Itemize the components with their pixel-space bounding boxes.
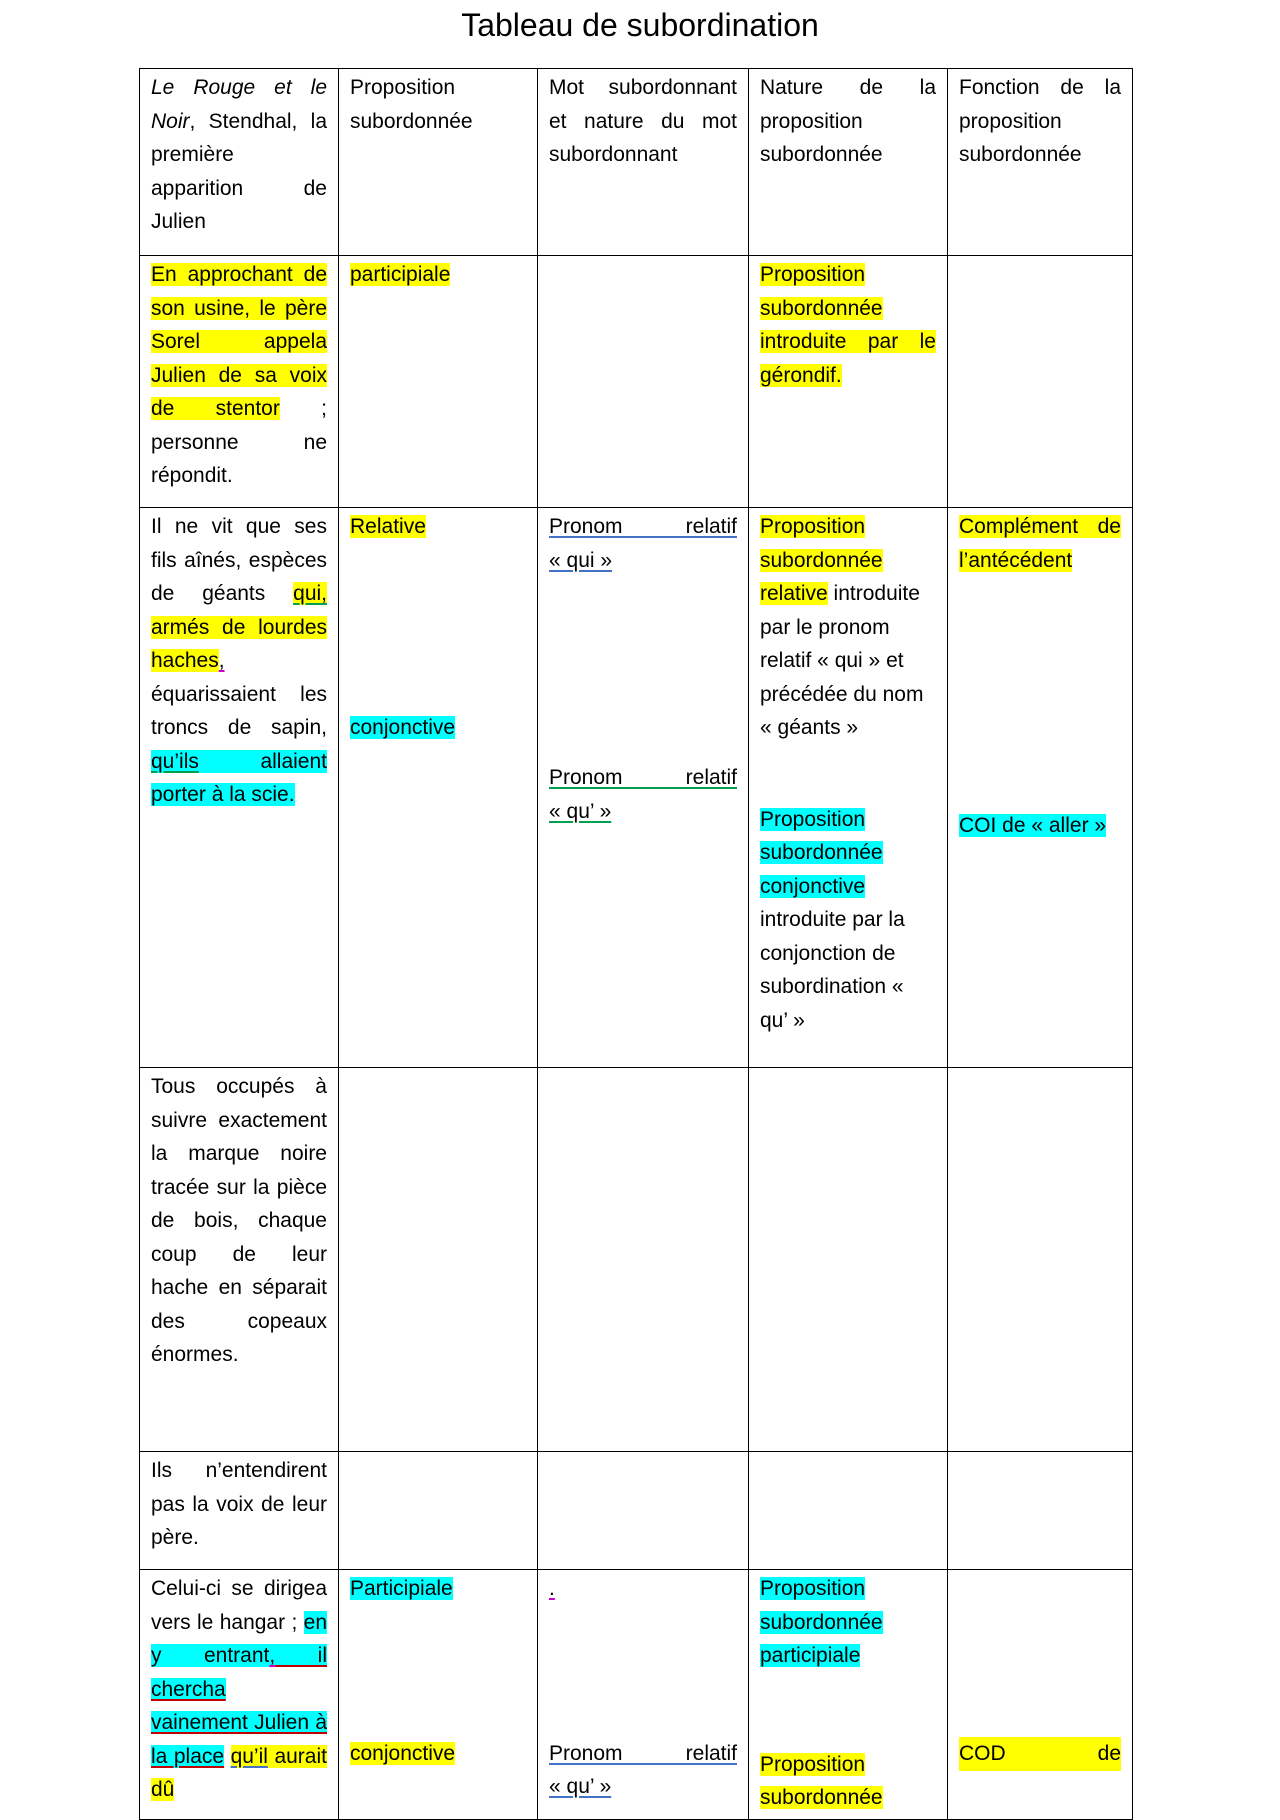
row2-fonction-cell: [948, 508, 1133, 1068]
table-header-row: [140, 69, 1133, 256]
row5-fonction-b: [959, 1737, 1121, 1771]
row2-nature-cell: [749, 508, 948, 1068]
row5-space: [224, 1745, 231, 1768]
header-cell-proposition: Proposition subordonnée: [339, 69, 538, 256]
row2-fonction-a: Complément de l’antécédent: [959, 515, 1121, 572]
row2-nature-a-rest: introduite par le pronom relatif « qui » et précédée du nom « géants »: [760, 582, 924, 739]
page-title: Tableau de subordination: [461, 7, 819, 43]
row2-mot-a-1: Pronom relatif: [549, 515, 737, 538]
row2-comma: ,: [218, 649, 225, 672]
row2-mot-b-1: Pronom relatif: [549, 766, 737, 789]
row2-qui: qui,: [293, 582, 327, 605]
row1-prop-cell: [339, 256, 538, 508]
row2-conjonctive: allaient porter à la scie.: [151, 749, 327, 806]
book-title: Le Rouge et le Noir: [151, 76, 327, 133]
row5-conjonctive: aurait dû: [151, 1744, 327, 1801]
row5-fonction-b-1: COD: [959, 1742, 1006, 1765]
row2-nature-b-rest: introduite par la conjonction de subordination « qu’ »: [760, 908, 905, 1032]
table-row: [140, 1452, 1133, 1570]
row2-text-1: Il ne vit que ses fils aînés, espèces de géants: [151, 515, 327, 605]
header-cell-nature: Nature de la proposition subordonnée: [749, 69, 948, 256]
row1-text-cell: [140, 256, 339, 508]
row4-mot-cell: [538, 1452, 749, 1570]
row3-nature-cell: [749, 1068, 948, 1452]
row5-prop-cell: [339, 1570, 538, 1820]
table-row: [140, 1570, 1133, 1820]
row1-nature-cell: [749, 256, 948, 508]
row5-mot-b-1: Pronom relatif: [549, 1741, 737, 1765]
row2-prop-b: conjonctive: [350, 715, 456, 739]
row4-text-cell: Ils n’entendirent pas la voix de leur père.: [140, 1452, 339, 1570]
row5-nature-b: Proposition subordonnée: [760, 1752, 883, 1809]
row2-text-5: équarissaient les troncs de sapin,: [151, 682, 327, 739]
row1-fonction-cell: [948, 256, 1133, 508]
row1-text-rest: ; personne ne répondit.: [151, 397, 327, 487]
row5-mot-a: .: [549, 1577, 555, 1600]
row5-quil: qu’il: [230, 1744, 268, 1768]
row1-mot-cell: [538, 256, 749, 508]
row2-mot-cell: [538, 508, 749, 1068]
row2-mot-a-2: « qui »: [549, 548, 613, 572]
header-text-rest: , Stendhal, la première apparition de Julien: [151, 109, 327, 233]
table-row: [140, 508, 1133, 1068]
row4-prop-cell: [339, 1452, 538, 1570]
row3-prop-cell: [339, 1068, 538, 1452]
row2-relative: armés de lourdes haches: [151, 615, 327, 672]
row2-quils: qu’ils: [151, 749, 199, 773]
row5-fonction-b-2: de: [1097, 1742, 1121, 1765]
row5-fonction-cell: [948, 1570, 1133, 1820]
row2-prop-cell: [339, 508, 538, 1068]
row5-text-cell: [140, 1570, 339, 1820]
row5-comma: ,: [269, 1644, 276, 1667]
row5-text-1: Celui-ci se dirigea vers le hangar ;: [151, 1577, 327, 1634]
row5-participiale: en y entrant: [151, 1610, 327, 1667]
row5-nature-a: Proposition subordonnée participiale: [760, 1577, 883, 1667]
header-cell-fonction: Fonction de la proposition subordonnée: [948, 69, 1133, 256]
row2-mot-b-2: « qu’ »: [549, 799, 612, 823]
header-cell-text: [140, 69, 339, 256]
row1-prop: participiale: [350, 263, 451, 286]
row2-fonction-b: COI de « aller »: [959, 814, 1107, 837]
row1-highlight: En approchant de son usine, le père Sorel appela Julien de sa voix de stentor: [151, 263, 327, 420]
row1-nature: Proposition subordonnée introduite par le gérondif.: [760, 263, 936, 387]
row5-mot-cell: [538, 1570, 749, 1820]
row2-prop-a: Relative: [350, 515, 426, 538]
row2-nature-a-hl: Proposition subordonnée relative: [760, 515, 883, 605]
row4-nature-cell: [749, 1452, 948, 1570]
row5-main: il chercha vainement Julien à la place: [151, 1644, 328, 1768]
row5-mot-b-2: « qu’ »: [549, 1775, 612, 1798]
row2-nature-b-hl: Proposition subordonnée conjonctive: [760, 807, 883, 898]
row3-mot-cell: [538, 1068, 749, 1452]
table-row: [140, 1068, 1133, 1452]
row5-prop-a: Participiale: [350, 1577, 453, 1600]
row4-fonction-cell: [948, 1452, 1133, 1570]
table-row: [140, 256, 1133, 508]
subordination-table: [139, 68, 1133, 1820]
row5-prop-b: conjonctive: [350, 1741, 456, 1765]
row5-nature-cell: [749, 1570, 948, 1820]
row3-fonction-cell: [948, 1068, 1133, 1452]
row3-text-cell: Tous occupés à suivre exactement la marque noire tracée sur la pièce de bois, chaque coup de leur hache en séparait des copeaux énormes.: [140, 1068, 339, 1452]
header-cell-mot: Mot subordonnant et nature du mot subordonnant: [538, 69, 749, 256]
row2-text-cell: [140, 508, 339, 1068]
